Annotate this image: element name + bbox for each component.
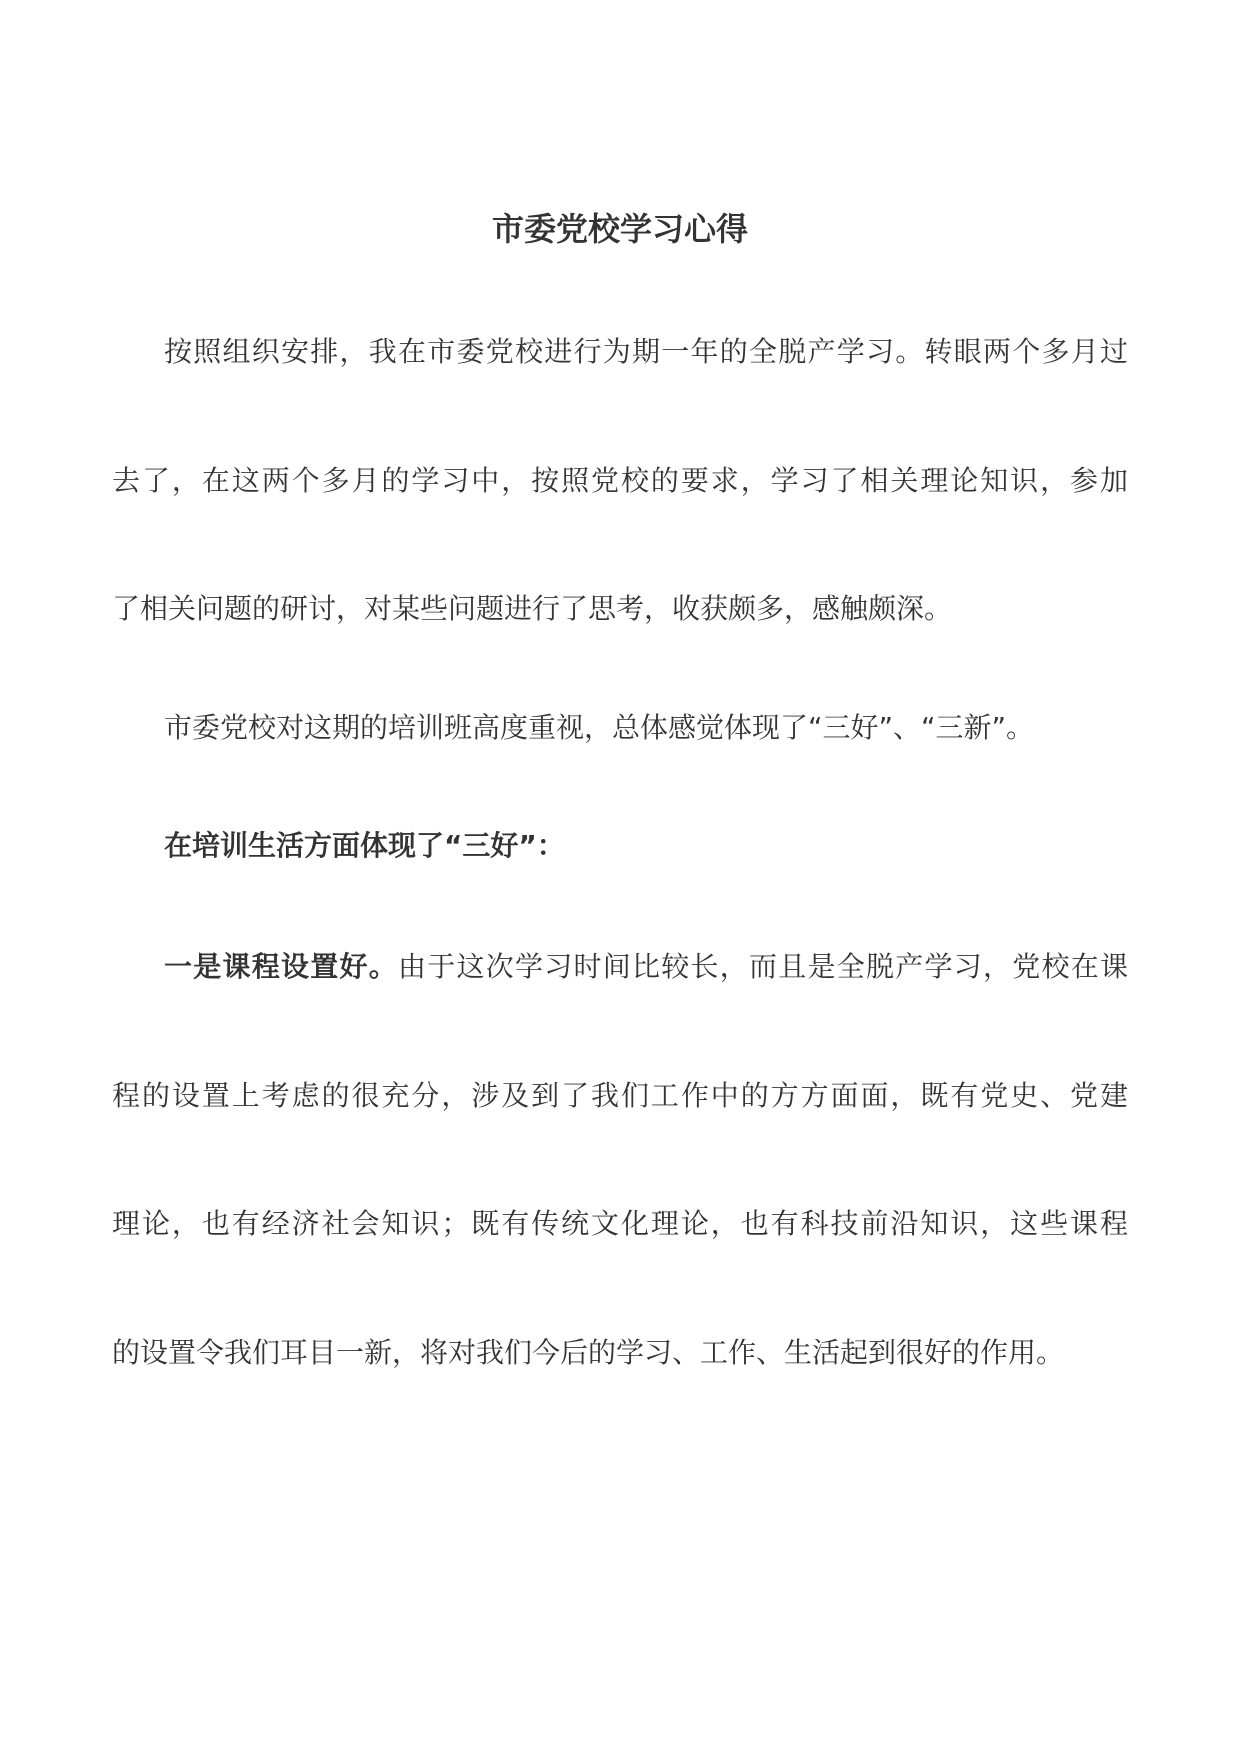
paragraph-3-line-4: 的设置令我们耳目一新，将对我们今后的学习、工作、生活起到很好的作用。	[112, 1336, 1065, 1369]
document-title: 市委党校学习心得	[491, 210, 748, 248]
paragraph-3-line-1-text: 由于这次学习时间比较长，而且是全脱产学习，党校在课	[398, 950, 1128, 983]
paragraph-1-line-1: 按照组织安排，我在市委党校进行为期一年的全脱产学习。转眼两个多月过	[164, 335, 1128, 368]
section-heading-text: 在培训生活方面体现了“三好”：	[164, 829, 565, 862]
paragraph-1-line-3: 了相关问题的研讨，对某些问题进行了思考，收获颇多，感触颇深。	[112, 592, 953, 625]
paragraph-3-lead: 一是课程设置好。	[164, 950, 398, 983]
paragraph-3-line-1	[164, 947, 1128, 987]
paragraph-3-line-3: 理论，也有经济社会知识；既有传统文化理论，也有科技前沿知识，这些课程	[112, 1207, 1128, 1240]
paragraph-2-line-1: 市委党校对这期的培训班高度重视，总体感觉体现了“三好”、“三新”。	[164, 711, 1035, 744]
paragraph-1-line-2: 去了，在这两个多月的学习中，按照党校的要求，学习了相关理论知识，参加	[112, 464, 1128, 497]
paragraph-3-line-2: 程的设置上考虑的很充分，涉及到了我们工作中的方方面面，既有党史、党建	[112, 1079, 1128, 1112]
